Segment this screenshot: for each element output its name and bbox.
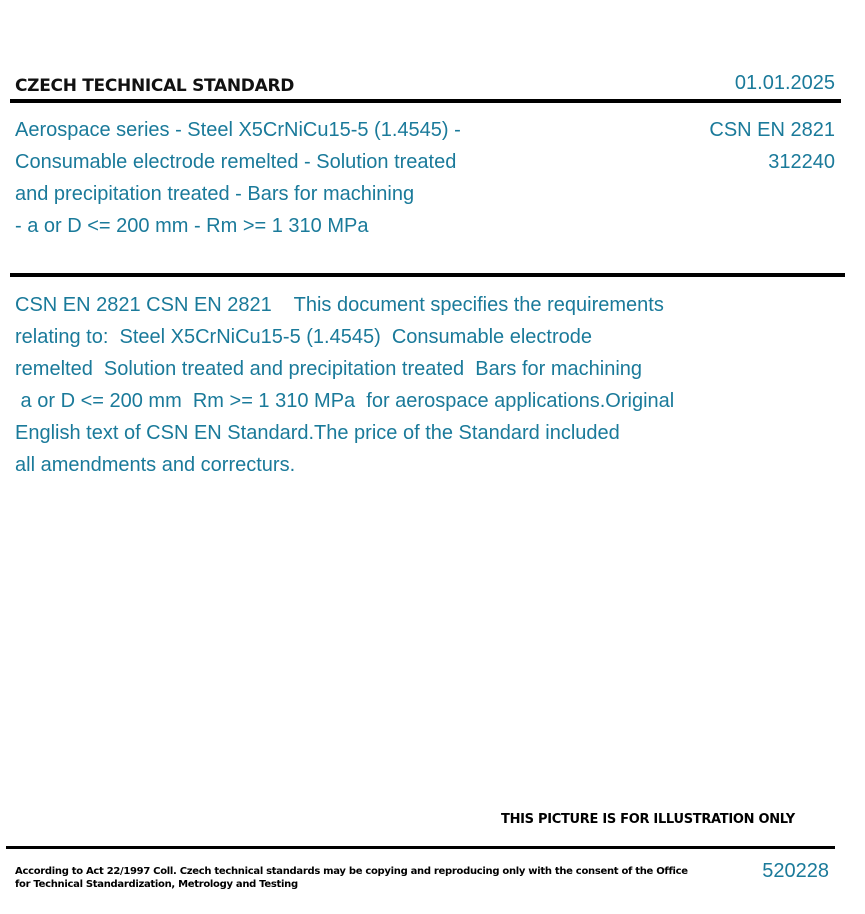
description-line: CSN EN 2821 CSN EN 2821 This document specifies the requirements (15, 294, 664, 316)
legal-notice-line: According to Act 22/1997 Coll. Czech technical standards may be copying and reproducing only with the consent of the Office (15, 866, 688, 877)
legal-notice (15, 865, 688, 891)
title-line: - a or D <= 200 mm - Rm >= 1 310 MPa (15, 215, 369, 237)
standard-codes (709, 114, 835, 178)
legal-notice-line: for Technical Standardization, Metrology and Testing (15, 879, 298, 890)
standard-number: CSN EN 2821 (709, 119, 835, 141)
title-line: and precipitation treated - Bars for machining (15, 183, 415, 205)
footer-number: 520228 (762, 860, 829, 882)
title-divider (10, 273, 845, 277)
description-line: English text of CSN EN Standard.The price of the Standard included (15, 422, 620, 444)
description-line: relating to: Steel X5CrNiCu15-5 (1.4545) Consumable electrode (15, 326, 592, 348)
footer-divider (6, 846, 835, 849)
header-divider (10, 99, 841, 103)
title-line: Aerospace series - Steel X5CrNiCu15-5 (1.4545) - (15, 119, 461, 141)
standard-description (15, 289, 775, 481)
description-line: a or D <= 200 mm Rm >= 1 310 MPa for aerospace applications.Original (15, 390, 675, 412)
catalog-number: 312240 (768, 151, 835, 173)
standard-title (15, 114, 575, 242)
illustration-note: THIS PICTURE IS FOR ILLUSTRATION ONLY (501, 812, 795, 827)
publication-date: 01.01.2025 (734, 72, 835, 94)
document-type-heading: CZECH TECHNICAL STANDARD (15, 76, 295, 96)
title-line: Consumable electrode remelted - Solution treated (15, 151, 457, 173)
description-line: remelted Solution treated and precipitation treated Bars for machining (15, 358, 643, 380)
description-line: all amendments and correcturs. (15, 454, 296, 476)
